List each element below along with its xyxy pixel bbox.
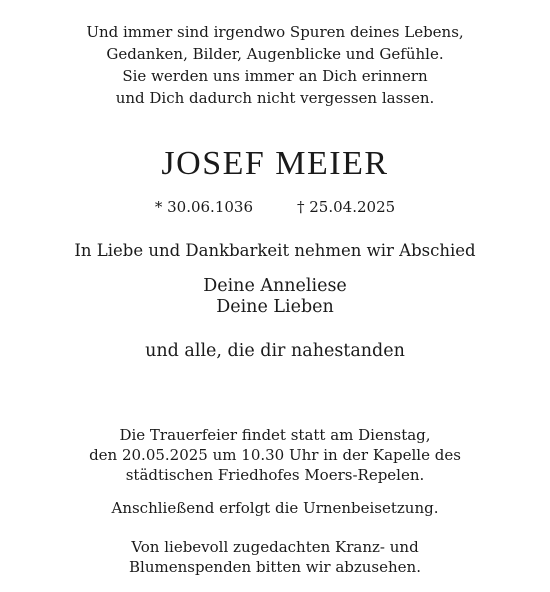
ceremony-line: den 20.05.2025 um 10.30 Uhr in der Kapelle des <box>89 446 461 464</box>
poem-line: Und immer sind irgendwo Spuren deines Lebens, <box>86 23 464 41</box>
flowers-line: Von liebevoll zugedachten Kranz- und <box>131 538 419 556</box>
urn-burial-note: Anschließend erfolgt die Urnenbeisetzung. <box>111 499 439 517</box>
poem-line: Gedanken, Bilder, Augenblicke und Gefühle. <box>106 45 444 63</box>
life-dates <box>0 196 550 218</box>
flowers-note <box>0 537 550 577</box>
farewell-line: In Liebe und Dankbarkeit nehmen wir Abschied <box>74 241 476 260</box>
poem-verse <box>0 21 550 109</box>
flowers-line: Blumenspenden bitten wir abzusehen. <box>129 558 421 576</box>
poem-line: Sie werden uns immer an Dich erinnern <box>122 67 428 85</box>
ceremony-line: Die Trauerfeier findet statt am Dienstag, <box>119 426 431 444</box>
deceased-name: JOSEF MEIER <box>161 145 389 182</box>
mourner-name: Deine Anneliese <box>203 276 347 296</box>
birth-date: * 30.06.1036 <box>154 198 253 216</box>
death-date: † 25.04.2025 <box>297 198 396 216</box>
mourners-list <box>0 276 550 318</box>
others-line: und alle, die dir nahestanden <box>145 341 405 361</box>
poem-line: und Dich dadurch nicht vergessen lassen. <box>115 89 435 107</box>
mourner-name: Deine Lieben <box>216 297 334 317</box>
ceremony-info <box>0 425 550 485</box>
ceremony-line: städtischen Friedhofes Moers-Repelen. <box>125 466 425 484</box>
